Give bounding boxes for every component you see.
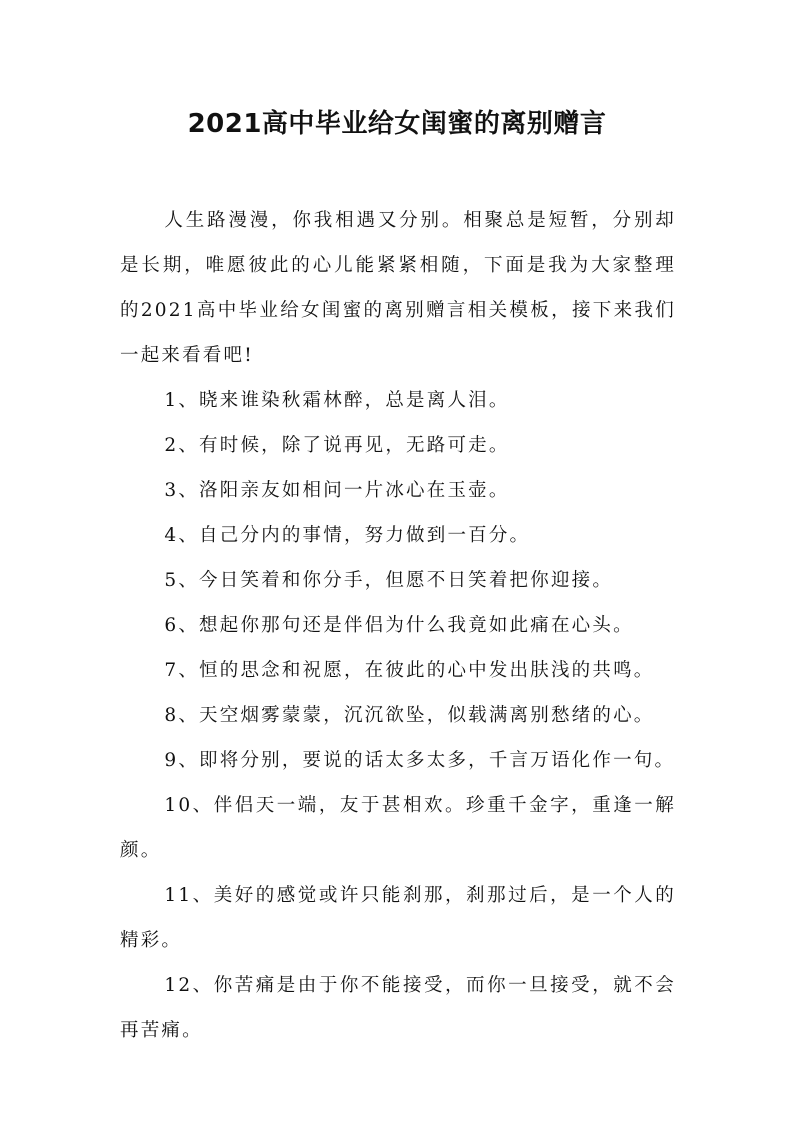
list-item: 11、美好的感觉或许只能刹那，刹那过后，是一个人的精彩。: [120, 885, 676, 951]
list-item: 8、天空烟雾蒙蒙，沉沉欲坠，似载满离别愁绪的心。: [164, 705, 655, 726]
list-item: 9、即将分别，要说的话太多太多，千言万语化作一句。: [164, 750, 676, 771]
list-item: 10、伴侣天一端，友于甚相欢。珍重千金字，重逢一解颜。: [120, 795, 676, 861]
intro-paragraph: 人生路漫漫，你我相遇又分别。相聚总是短暂，分别却是长期，唯愿彼此的心儿能紧紧相随，下面是我为大家整理的2021高中毕业给女闺蜜的离别赠言相关模板，接下来我们一起来看看吧!: [120, 210, 676, 366]
list-item: 7、恒的思念和祝愿，在彼此的心中发出肤浅的共鸣。: [164, 660, 655, 681]
list-item: 6、想起你那句还是伴侣为什么我竟如此痛在心头。: [164, 615, 634, 636]
list-item: 5、今日笑着和你分手，但愿不日笑着把你迎接。: [164, 570, 614, 591]
list-item: 1、晓来谁染秋霜林醉，总是离人泪。: [164, 390, 510, 411]
document-body: [120, 198, 676, 1053]
page-title: 2021高中毕业给女闺蜜的离别赠言: [187, 109, 607, 139]
list-item: 2、有时候，除了说再见，无路可走。: [164, 435, 510, 456]
list-item: 3、洛阳亲友如相问一片冰心在玉壶。: [164, 480, 510, 501]
list-item: 4、自己分内的事情，努力做到一百分。: [164, 525, 531, 546]
list-item: 12、你苦痛是由于你不能接受，而你一旦接受，就不会再苦痛。: [120, 975, 676, 1041]
